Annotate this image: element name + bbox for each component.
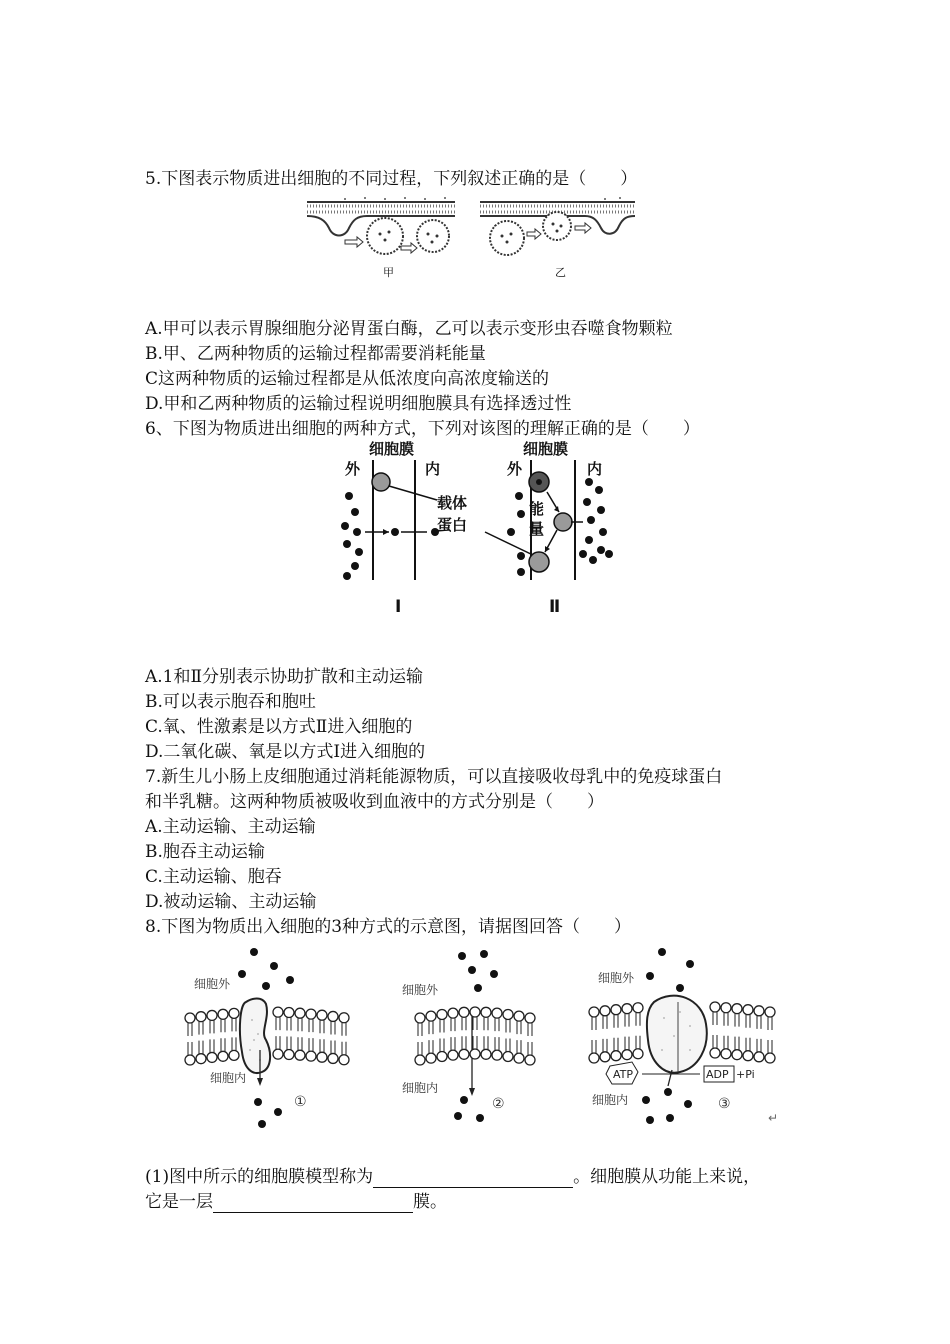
q8-outside-label-1: 细胞外 <box>194 977 231 991</box>
return-mark: ↵ <box>768 1111 779 1125</box>
adp-label: ADP <box>706 1068 729 1081</box>
q6-option-a: A.1和Ⅱ分别表示协助扩散和主动运输 <box>145 667 424 687</box>
q8-inside-label-1: 细胞内 <box>210 1071 247 1085</box>
q6-outside-label-2: 外 <box>507 460 523 478</box>
q6-stem: 6、下图为物质进出细胞的两种方式，下列对该图的理解正确的是（ ） <box>145 419 700 439</box>
q8-number-3: ③ <box>718 1096 731 1112</box>
pi-label: +Pi <box>736 1068 755 1081</box>
q5-option-d: D.甲和乙两种物质的运输过程说明细胞膜具有选择透过性 <box>145 394 572 414</box>
q8-panel-2 <box>402 950 505 1122</box>
q6-carrier-label-1: 载体 <box>437 494 468 512</box>
q8-outside-label-2: 细胞外 <box>402 983 439 997</box>
q6-membrane-label-2: 细胞膜 <box>523 440 569 458</box>
q8-outside-label-3: 细胞外 <box>598 971 635 985</box>
q6-option-b: B.可以表示胞吞和胞吐 <box>145 692 316 712</box>
q7-option-a: A.主动运输、主动运输 <box>145 817 316 837</box>
q5-option-c: C这两种物质的运输过程都是从低浓度向高浓度输送的 <box>145 369 550 389</box>
q6-outside-label-1: 外 <box>345 460 361 478</box>
q6-membrane-label-1: 细胞膜 <box>369 440 415 458</box>
q6-mode-2: Ⅱ <box>549 597 561 617</box>
q8-sub1-text-a: (1)图中所示的细胞膜模型称为 <box>145 1167 374 1187</box>
q8-figure <box>180 940 790 1140</box>
q8-number-1: ① <box>294 1094 307 1110</box>
q8-number-2: ② <box>492 1096 505 1112</box>
q5-option-b: B.甲、乙两种物质的运输过程都需要消耗能量 <box>145 344 486 364</box>
q5-stem: 5.下图表示物质进出细胞的不同过程，下列叙述正确的是（ ） <box>145 169 638 189</box>
q5-label-jia: 甲 <box>383 266 394 279</box>
q7-option-c: C.主动运输、胞吞 <box>145 867 282 887</box>
q8-sub1-line2 <box>145 1191 447 1213</box>
q6-option-c: C.氧、性激素是以方式Ⅱ进入细胞的 <box>145 717 413 737</box>
q8-inside-label-2: 细胞内 <box>402 1081 439 1095</box>
q6-inside-label-1: 内 <box>425 460 441 478</box>
q5-label-yi: 乙 <box>555 266 566 279</box>
q8-sub1-text-d: 膜。 <box>413 1192 447 1212</box>
q6-mode-1: I <box>395 597 402 617</box>
q7-option-d: D.被动运输、主动运输 <box>145 892 317 912</box>
q8-inside-label-3: 细胞内 <box>592 1093 629 1107</box>
answer-blank-function[interactable] <box>213 1194 413 1213</box>
answer-blank-model[interactable] <box>373 1169 573 1188</box>
q5-option-a: A.甲可以表示胃腺细胞分泌胃蛋白酶，乙可以表示变形虫吞噬食物颗粒 <box>145 319 673 339</box>
q6-carrier-label-2: 蛋白 <box>437 516 468 534</box>
q8-sub1-text-c: 它是一层 <box>145 1192 213 1212</box>
q7-stem-line2: 和半乳糖。这两种物质被吸收到血液中的方式分别是（ ） <box>145 792 604 812</box>
q8-sub1-text-b: 。细胞膜从功能上来说， <box>573 1167 761 1187</box>
atp-label-badge <box>606 1062 638 1084</box>
q8-sub1-line1 <box>145 1166 760 1188</box>
q6-energy-label-2: 量 <box>529 520 545 538</box>
q7-stem-line1: 7.新生儿小肠上皮细胞通过消耗能源物质，可以直接吸收母乳中的免疫球蛋白 <box>145 767 723 787</box>
q8-stem: 8.下图为物质出入细胞的3种方式的示意图，请据图回答（ ） <box>145 917 632 937</box>
q5-figure <box>305 196 645 288</box>
q6-figure <box>325 440 625 620</box>
q7-option-b: B.胞吞主动运输 <box>145 842 265 862</box>
q6-option-d: D.二氧化碳、氧是以方式I进入细胞的 <box>145 742 426 762</box>
svg-text:ATP: ATP <box>613 1068 634 1081</box>
q6-inside-label-2: 内 <box>587 460 603 478</box>
q6-energy-label-1: 能 <box>529 500 545 518</box>
